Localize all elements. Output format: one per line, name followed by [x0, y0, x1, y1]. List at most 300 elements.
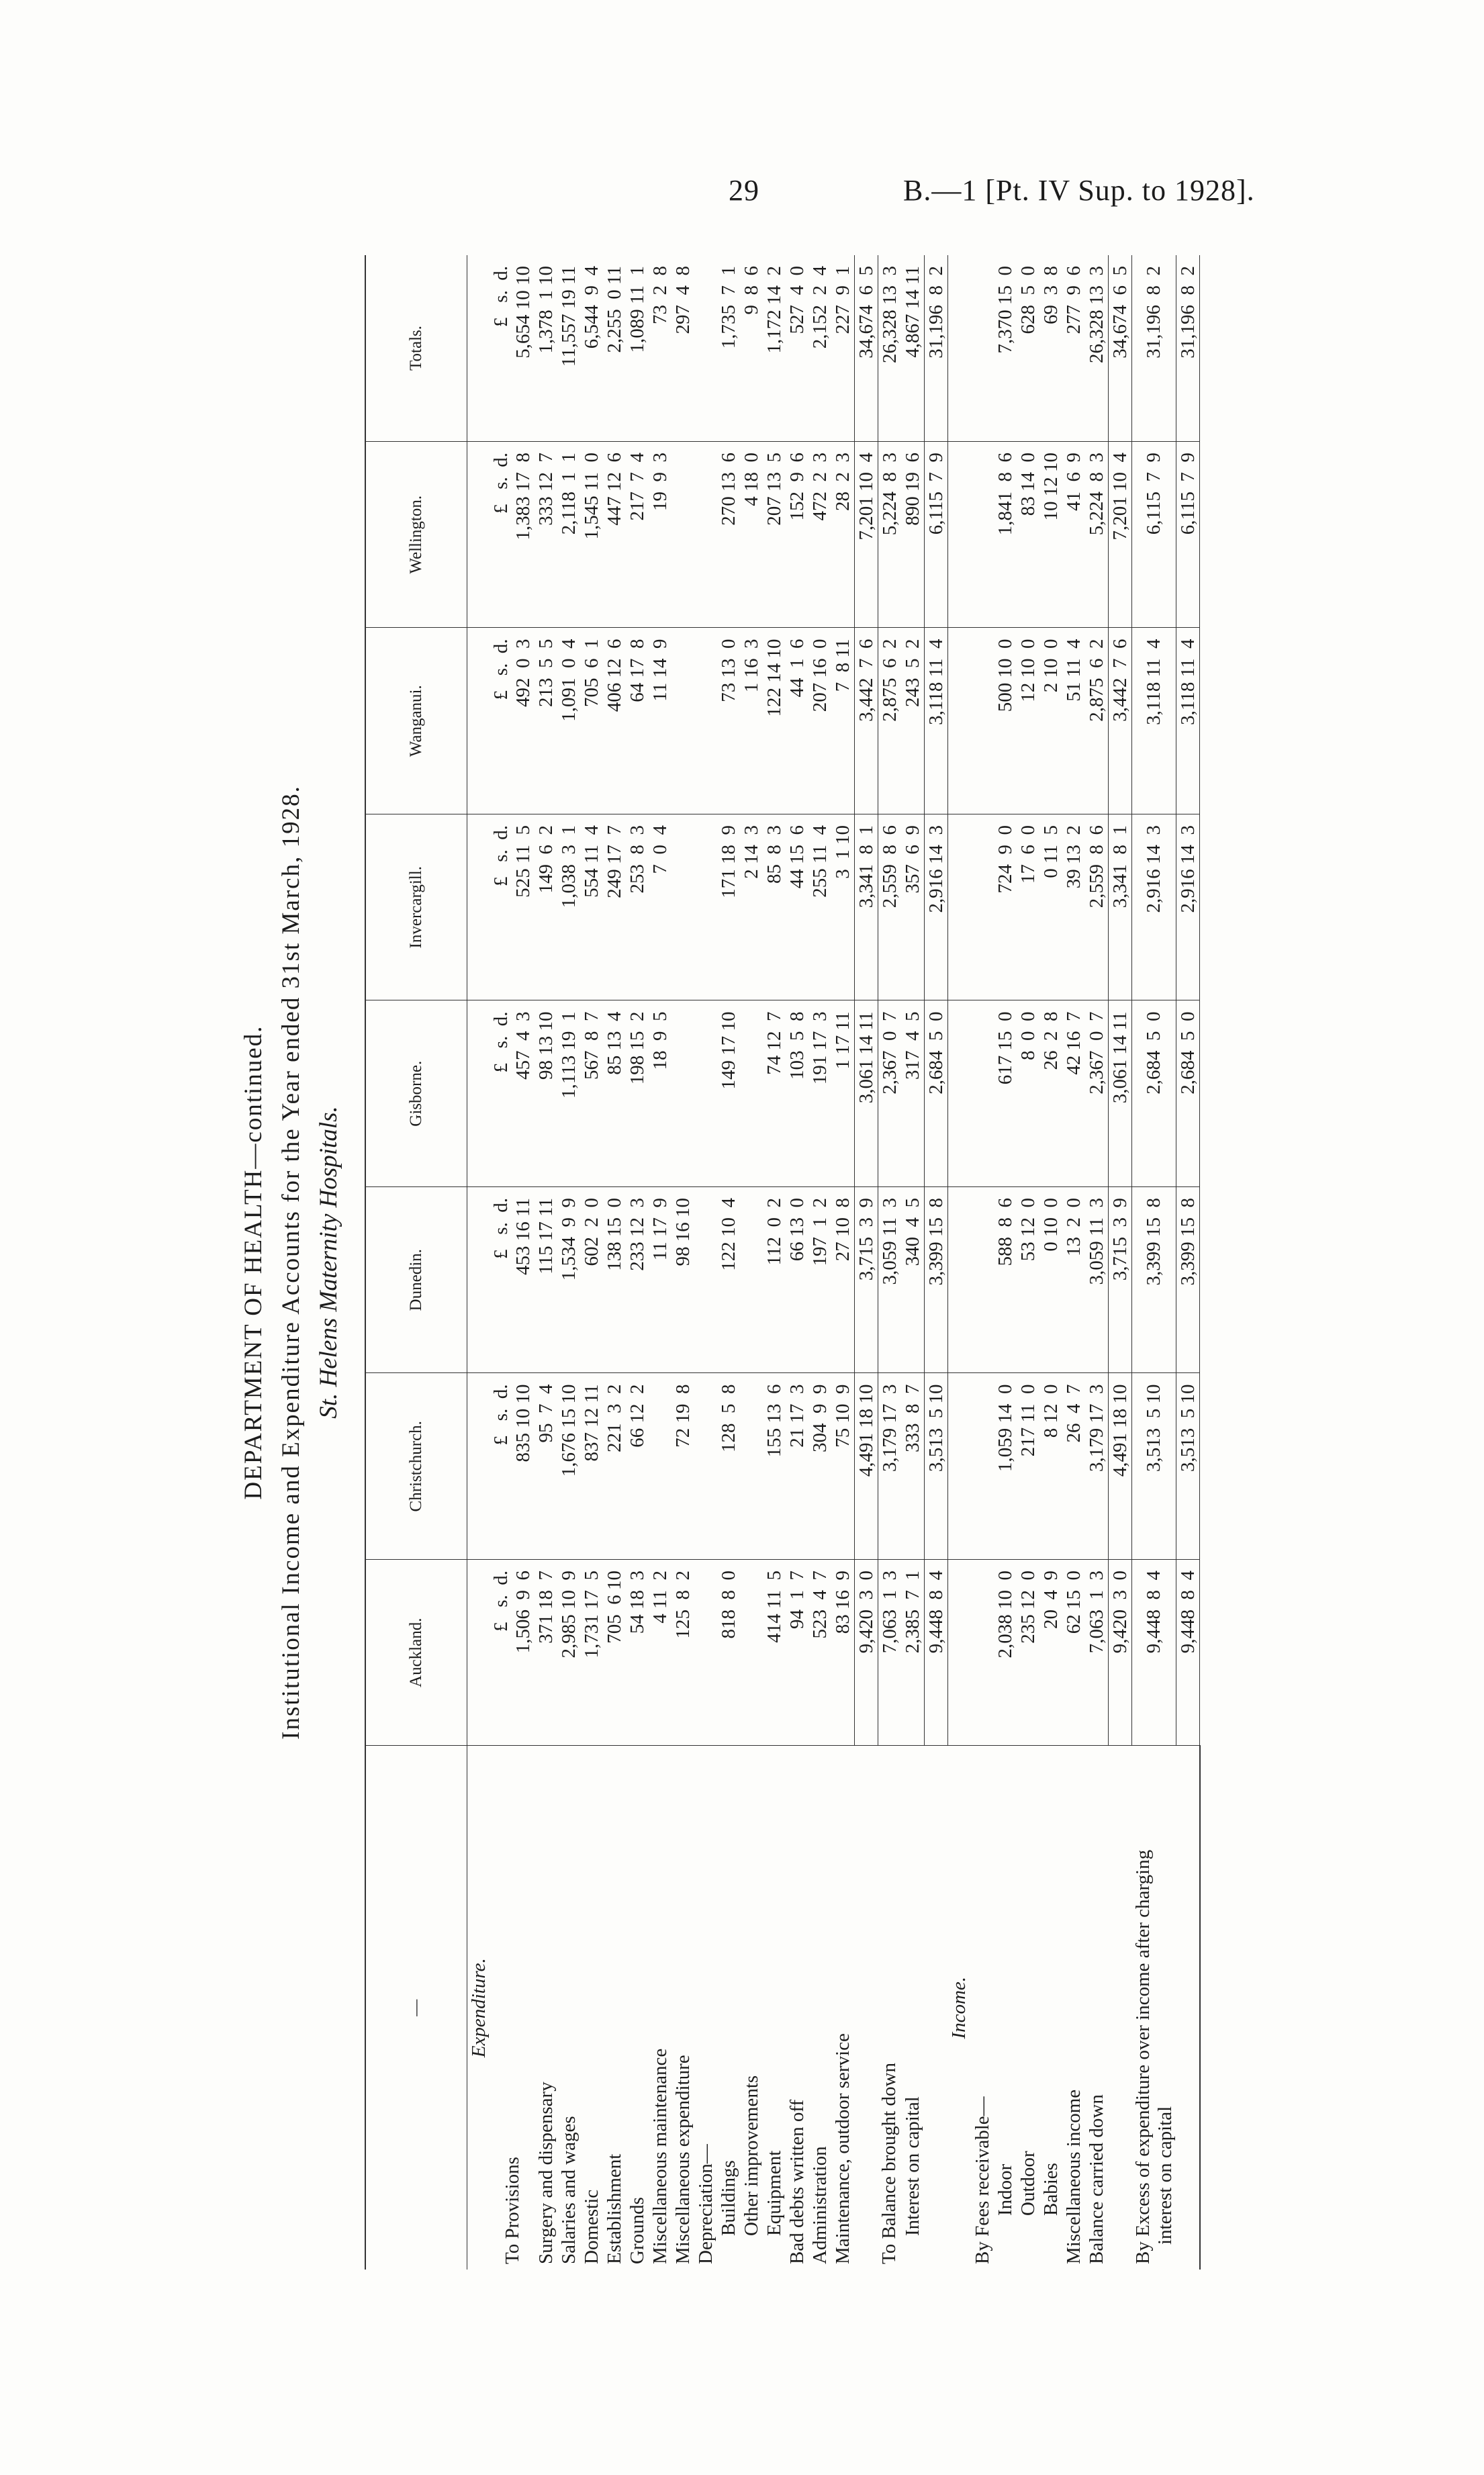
amount-cell: 6,115 7 9 [925, 442, 948, 628]
amount-cell: 1,113 19 1 [557, 1000, 580, 1187]
amount-cell: 9,420 3 0 [855, 1560, 878, 1746]
table-row [763, 255, 786, 2270]
amount-cell: 17 6 0 [1017, 814, 1039, 1001]
row-label: Interest on capital [901, 2096, 923, 2236]
amount-cell: 1,089 11 1 [626, 255, 649, 442]
column-header: Wellington. [365, 442, 467, 628]
amount-cell: 617 15 0 [994, 1000, 1017, 1187]
amount-cell: £ s. d. 453 16 11 [490, 1187, 535, 1374]
amount-cell: 44 15 6 [786, 814, 808, 1001]
column-header: Dunedin. [365, 1187, 467, 1374]
amount-cell [671, 628, 694, 814]
table-row [649, 255, 671, 2270]
amount-cell: 73 2 8 [649, 255, 671, 442]
amount-cell: 12 10 0 [1017, 628, 1039, 814]
amount-cell: 112 0 2 [763, 1187, 786, 1374]
amount-cell [740, 1187, 763, 1374]
amount-cell: 2,118 1 1 [557, 442, 580, 628]
amount-cell: 122 10 4 [717, 1187, 740, 1374]
amount-cell: 500 10 0 [994, 628, 1017, 814]
amount-cell: 3,061 14 11 [1109, 1000, 1132, 1187]
amount-cell: 155 13 6 [763, 1373, 786, 1560]
amount-cell [694, 1560, 717, 1746]
amount-cell: 3,118 11 4 [1132, 628, 1176, 814]
amount-cell: 554 11 4 [580, 814, 603, 1001]
amount-cell: 7,063 1 3 [1085, 1560, 1109, 1746]
amount-cell: 2,367 0 7 [878, 1000, 902, 1187]
amount-cell: 115 17 11 [535, 1187, 557, 1374]
amount-cell: 297 4 8 [671, 255, 694, 442]
amount-cell: 11 14 9 [649, 628, 671, 814]
amount-cell: 2,684 5 0 [925, 1000, 948, 1187]
amount-cell: 27 10 8 [831, 1187, 855, 1374]
table-row [1085, 255, 1109, 2270]
table-row [671, 255, 694, 2270]
row-label: Salaries and wages [557, 2116, 579, 2264]
amount-cell: 1 17 11 [831, 1000, 855, 1187]
amount-cell: 31,196 8 2 [1176, 255, 1200, 442]
amount-cell: 602 2 0 [580, 1187, 603, 1374]
table-row [1109, 255, 1132, 2270]
amount-cell [948, 814, 972, 1001]
amount-cell: 705 6 10 [603, 1560, 626, 1746]
row-label: Buildings [717, 2160, 739, 2236]
amount-cell: 235 12 0 [1017, 1560, 1039, 1746]
row-label: Other improvements [740, 2075, 762, 2236]
amount-cell: 0 11 5 [1039, 814, 1062, 1001]
amount-cell: 818 8 0 [717, 1560, 740, 1746]
amount-cell: 1,676 15 10 [557, 1373, 580, 1560]
row-label: Administration [808, 2146, 831, 2264]
amount-cell: 69 3 8 [1039, 255, 1062, 442]
amount-cell [740, 1373, 763, 1560]
amount-cell: 3,715 3 9 [855, 1187, 878, 1374]
amount-cell: 28 2 3 [831, 442, 855, 628]
amount-cell [948, 442, 972, 628]
amount-cell: 10 12 10 [1039, 442, 1062, 628]
amount-cell [467, 442, 491, 628]
amount-cell: 3,399 15 8 [925, 1187, 948, 1374]
amount-cell: 371 18 7 [535, 1560, 557, 1746]
table-body [467, 255, 1200, 2270]
amount-cell [740, 1000, 763, 1187]
amount-cell: 42 16 7 [1062, 1000, 1085, 1187]
amount-cell: 2,385 7 1 [901, 1560, 925, 1746]
amount-cell: 628 5 0 [1017, 255, 1039, 442]
amount-cell: 2,916 14 3 [925, 814, 948, 1001]
amount-cell [671, 442, 694, 628]
column-header: Invercargill. [365, 814, 467, 1001]
amount-cell: 83 16 9 [831, 1560, 855, 1746]
amount-cell: 1,091 0 4 [557, 628, 580, 814]
amount-cell: 1 16 3 [740, 628, 763, 814]
row-label: Bad debts written off [786, 2099, 808, 2264]
amount-cell: 122 14 10 [763, 628, 786, 814]
amount-cell [467, 1560, 491, 1746]
row-label: Surgery and dispensary [535, 2082, 557, 2264]
amount-cell: 2,916 14 3 [1132, 814, 1176, 1001]
row-label: Indoor [994, 2163, 1016, 2216]
amount-cell: 21 17 3 [786, 1373, 808, 1560]
amount-cell: 62 15 0 [1062, 1560, 1085, 1746]
row-label [855, 1746, 878, 2270]
amount-cell: 2,684 5 0 [1132, 1000, 1176, 1187]
amount-cell [694, 1187, 717, 1374]
amount-cell: 333 12 7 [535, 442, 557, 628]
amount-cell: 53 12 0 [1017, 1187, 1039, 1374]
amount-cell: 74 12 7 [763, 1000, 786, 1187]
amount-cell: 26 2 8 [1039, 1000, 1062, 1187]
amount-cell: 724 9 0 [994, 814, 1017, 1001]
amount-cell: 233 12 3 [626, 1187, 649, 1374]
amount-cell: 1,731 17 5 [580, 1560, 603, 1746]
amount-cell: 5,224 8 3 [1085, 442, 1109, 628]
column-header: Gisborne. [365, 1000, 467, 1187]
row-label: Grounds [626, 2197, 648, 2264]
amount-cell: 2,152 2 4 [808, 255, 831, 442]
table-row [694, 255, 717, 2270]
row-label: To Provisions [501, 2157, 523, 2264]
row-label: To Balance brought down [878, 2063, 900, 2264]
amount-cell: 6,115 7 9 [1132, 442, 1176, 628]
column-header: Christchurch. [365, 1373, 467, 1560]
amount-cell: 207 16 0 [808, 628, 831, 814]
amount-cell: 2,875 6 2 [1085, 628, 1109, 814]
amount-cell [467, 1000, 491, 1187]
amount-cell: 51 11 4 [1062, 628, 1085, 814]
row-label [925, 1746, 948, 2270]
document-reference: B.—1 [Pt. IV Sup. to 1928]. [903, 174, 1255, 207]
row-label: Miscellaneous maintenance [649, 2048, 671, 2264]
amount-cell: 4 18 0 [740, 442, 763, 628]
amount-cell: 3,715 3 9 [1109, 1187, 1132, 1374]
amount-cell: 6,544 9 4 [580, 255, 603, 442]
amount-cell [694, 442, 717, 628]
amount-cell [467, 255, 491, 442]
amount-cell: 4,867 14 11 [901, 255, 925, 442]
amount-cell: 1,735 7 1 [717, 255, 740, 442]
row-label [1109, 1746, 1132, 2270]
amount-cell: 98 16 10 [671, 1187, 694, 1374]
amount-cell: 9 8 6 [740, 255, 763, 442]
amount-cell: 3,118 11 4 [925, 628, 948, 814]
amount-cell [694, 814, 717, 1001]
table-row [1039, 255, 1062, 2270]
amount-cell: 6,115 7 9 [1176, 442, 1200, 628]
table-row [557, 255, 580, 2270]
table-row [603, 255, 626, 2270]
amount-cell: 34,674 6 5 [855, 255, 878, 442]
amount-cell [467, 628, 491, 814]
amount-cell: 103 5 8 [786, 1000, 808, 1187]
amount-cell: 217 11 0 [1017, 1373, 1039, 1560]
amount-cell: £ s. d. 492 0 3 [490, 628, 535, 814]
amount-cell: 13 2 0 [1062, 1187, 1085, 1374]
amount-cell: £ s. d. 835 10 10 [490, 1373, 535, 1560]
table-row [1132, 255, 1176, 2270]
amount-cell: 197 1 2 [808, 1187, 831, 1374]
column-header-row [365, 255, 467, 2270]
amount-cell: £ s. d. 5,654 10 10 [490, 255, 535, 442]
amount-cell [467, 814, 491, 1001]
amount-cell: 3,442 7 6 [855, 628, 878, 814]
column-header: Auckland. [365, 1560, 467, 1746]
amount-cell: 3,061 14 11 [855, 1000, 878, 1187]
row-label: Domestic [580, 2189, 602, 2264]
amount-cell: 523 4 7 [808, 1560, 831, 1746]
row-label: Depreciation— [694, 2144, 716, 2264]
amount-cell: 890 19 6 [901, 442, 925, 628]
row-label: By Excess of expenditure over income after charging interest on capital [1131, 1849, 1176, 2264]
amount-cell: 7,201 10 4 [1109, 442, 1132, 628]
amount-cell: 3,442 7 6 [1109, 628, 1132, 814]
amount-cell: 333 8 7 [901, 1373, 925, 1560]
amount-cell [948, 1187, 972, 1374]
amount-cell: 255 11 4 [808, 814, 831, 1001]
amount-cell: 191 17 3 [808, 1000, 831, 1187]
amount-cell [694, 628, 717, 814]
amount-cell: 304 9 9 [808, 1373, 831, 1560]
amount-cell: 3,341 8 1 [1109, 814, 1132, 1001]
amount-cell: 1,378 1 10 [535, 255, 557, 442]
row-label: Balance carried down [1085, 2094, 1107, 2264]
amount-cell: 149 6 2 [535, 814, 557, 1001]
table-row [467, 255, 491, 2270]
amount-cell [948, 1000, 972, 1187]
amount-cell: 26,328 13 3 [1085, 255, 1109, 442]
table-row [1017, 255, 1039, 2270]
table-row [535, 255, 557, 2270]
amount-cell: 2,255 0 11 [603, 255, 626, 442]
amount-cell: 4,491 18 10 [1109, 1373, 1132, 1560]
amount-cell: 3,059 11 3 [878, 1187, 902, 1374]
amount-cell [948, 628, 972, 814]
amount-cell: 73 13 0 [717, 628, 740, 814]
amount-cell: £ s. d. 1,383 17 8 [490, 442, 535, 628]
row-label: Maintenance, outdoor service [831, 2033, 853, 2264]
amount-cell: 54 18 3 [626, 1560, 649, 1746]
amount-cell [694, 1000, 717, 1187]
amount-cell: 277 9 6 [1062, 255, 1085, 442]
amount-cell: 4 11 2 [649, 1560, 671, 1746]
amount-cell: 414 11 5 [763, 1560, 786, 1746]
amount-cell: 138 15 0 [603, 1187, 626, 1374]
amount-cell: 3,513 5 10 [925, 1373, 948, 1560]
amount-cell: 7 8 11 [831, 628, 855, 814]
amount-cell: 7,063 1 3 [878, 1560, 902, 1746]
amount-cell: £ s. d. 1,506 9 6 [490, 1560, 535, 1746]
amount-cell: 217 7 4 [626, 442, 649, 628]
amount-cell [740, 1560, 763, 1746]
amount-cell: 837 12 11 [580, 1373, 603, 1560]
amount-cell: 2,916 14 3 [1176, 814, 1200, 1001]
amount-cell: 9,448 8 4 [1132, 1560, 1176, 1746]
row-label: By Fees receivable— [971, 2096, 993, 2264]
column-header: Wanganui. [365, 628, 467, 814]
amount-cell: 3,513 5 10 [1176, 1373, 1200, 1560]
amount-cell: 3,399 15 8 [1176, 1187, 1200, 1374]
title-block [235, 255, 348, 2270]
amount-cell: 41 6 9 [1062, 442, 1085, 628]
amount-cell: 7 0 4 [649, 814, 671, 1001]
row-label: Miscellaneous income [1062, 2089, 1084, 2264]
table-row [786, 255, 808, 2270]
amount-cell [971, 1373, 994, 1560]
amount-cell: 66 13 0 [786, 1187, 808, 1374]
amount-cell: 1,534 9 9 [557, 1187, 580, 1374]
amount-cell: 2,038 10 0 [994, 1560, 1017, 1746]
table-row [855, 255, 878, 2270]
amount-cell [467, 1373, 491, 1560]
table-row [1176, 255, 1200, 2270]
amount-cell: 85 8 3 [763, 814, 786, 1001]
amount-cell: 472 2 3 [808, 442, 831, 628]
amount-cell: 2 10 0 [1039, 628, 1062, 814]
amount-cell [467, 1187, 491, 1374]
amount-cell: 31,196 8 2 [1132, 255, 1176, 442]
amount-cell [971, 628, 994, 814]
amount-cell: 149 17 10 [717, 1000, 740, 1187]
amount-cell: 95 7 4 [535, 1373, 557, 1560]
amount-cell: 128 5 8 [717, 1373, 740, 1560]
amount-cell [971, 255, 994, 442]
amount-cell: 198 15 2 [626, 1000, 649, 1187]
amount-cell: 7,201 10 4 [855, 442, 878, 628]
amount-cell: 75 10 9 [831, 1373, 855, 1560]
amount-cell [694, 1373, 717, 1560]
column-header: — [365, 1746, 467, 2270]
amount-cell: 18 9 5 [649, 1000, 671, 1187]
amount-cell: 270 13 6 [717, 442, 740, 628]
amount-cell: 4,491 18 10 [855, 1373, 878, 1560]
amount-cell: 447 12 6 [603, 442, 626, 628]
department-title: DEPARTMENT OF HEALTH—continued. [240, 1025, 267, 1500]
row-label: Expenditure. [467, 1958, 490, 2058]
amount-cell: 7,370 15 0 [994, 255, 1017, 442]
amount-cell: 317 4 5 [901, 1000, 925, 1187]
amount-cell: 3,513 5 10 [1132, 1373, 1176, 1560]
table-row [878, 255, 902, 2270]
amount-cell: £ s. d. 457 4 3 [490, 1000, 535, 1187]
amount-cell [971, 1560, 994, 1746]
amount-cell: 171 18 9 [717, 814, 740, 1001]
amount-cell [694, 255, 717, 442]
amount-cell: 94 1 7 [786, 1560, 808, 1746]
amount-cell: 1,545 11 0 [580, 442, 603, 628]
amount-cell [948, 1560, 972, 1746]
amount-cell: 2,559 8 6 [1085, 814, 1109, 1001]
amount-cell [948, 255, 972, 442]
amount-cell: 85 13 4 [603, 1000, 626, 1187]
amount-cell [948, 1373, 972, 1560]
amount-cell: 9,448 8 4 [1176, 1560, 1200, 1746]
amount-cell: 3,059 11 3 [1085, 1187, 1109, 1374]
amount-cell: 72 19 8 [671, 1373, 694, 1560]
rotated-table-area [235, 255, 1249, 2270]
amount-cell: 588 8 6 [994, 1187, 1017, 1374]
table-row [925, 255, 948, 2270]
amount-cell: 0 10 0 [1039, 1187, 1062, 1374]
amount-cell: 20 4 9 [1039, 1560, 1062, 1746]
amount-cell [971, 814, 994, 1001]
amount-cell: 705 6 1 [580, 628, 603, 814]
row-label: Outdoor [1017, 2151, 1039, 2216]
amount-cell: 2,367 0 7 [1085, 1000, 1109, 1187]
amount-cell: £ s. d. 525 11 5 [490, 814, 535, 1001]
amount-cell: 26 4 7 [1062, 1373, 1085, 1560]
amount-cell: 567 8 7 [580, 1000, 603, 1187]
amount-cell: 3,118 11 4 [1176, 628, 1200, 814]
table-row [901, 255, 925, 2270]
row-label: Establishment [603, 2153, 625, 2264]
row-label [1176, 1746, 1200, 2270]
row-label: Miscellaneous expenditure [671, 2055, 694, 2264]
row-label: Equipment [763, 2150, 785, 2236]
amount-cell: 207 13 5 [763, 442, 786, 628]
amount-cell [971, 1187, 994, 1374]
amount-cell [671, 814, 694, 1001]
amount-cell: 2,875 6 2 [878, 628, 902, 814]
amount-cell: 152 9 6 [786, 442, 808, 628]
amount-cell: 3,179 17 3 [1085, 1373, 1109, 1560]
amount-cell: 11 17 9 [649, 1187, 671, 1374]
table-row [717, 255, 740, 2270]
amount-cell: 213 5 5 [535, 628, 557, 814]
column-header: Totals. [365, 255, 467, 442]
amount-cell: 8 12 0 [1039, 1373, 1062, 1560]
amount-cell: 2 14 3 [740, 814, 763, 1001]
amount-cell: 340 4 5 [901, 1187, 925, 1374]
amount-cell: 227 9 1 [831, 255, 855, 442]
amount-cell: 3,399 15 8 [1132, 1187, 1176, 1374]
amount-cell: 243 5 2 [901, 628, 925, 814]
amount-cell: 44 1 6 [786, 628, 808, 814]
table-row [580, 255, 603, 2270]
institution-title: St. Helens Maternity Hospitals. [315, 1106, 342, 1419]
amount-cell: 5,224 8 3 [878, 442, 902, 628]
amount-cell: 3 1 10 [831, 814, 855, 1001]
amount-cell: 26,328 13 3 [878, 255, 902, 442]
amount-cell: 8 0 0 [1017, 1000, 1039, 1187]
amount-cell: 221 3 2 [603, 1373, 626, 1560]
table-row [626, 255, 649, 2270]
row-label: Income. [948, 1976, 970, 2039]
table-row [1062, 255, 1085, 2270]
amount-cell: 1,059 14 0 [994, 1373, 1017, 1560]
amount-cell: 9,420 3 0 [1109, 1560, 1132, 1746]
amount-cell: 253 8 3 [626, 814, 649, 1001]
amount-cell: 64 17 8 [626, 628, 649, 814]
amount-cell: 31,196 8 2 [925, 255, 948, 442]
amount-cell [671, 1000, 694, 1187]
amount-cell [649, 1373, 671, 1560]
table-row [948, 255, 972, 2270]
table-row [831, 255, 855, 2270]
amount-cell: 125 8 2 [671, 1560, 694, 1746]
table-row [740, 255, 763, 2270]
amount-cell: 19 9 3 [649, 442, 671, 628]
accounts-table [365, 255, 1201, 2270]
amount-cell: 2,684 5 0 [1176, 1000, 1200, 1187]
amount-cell: 2,559 8 6 [878, 814, 902, 1001]
statement-title: Institutional Income and Expenditure Accounts for the Year ended 31st March, 1928. [277, 785, 305, 1740]
amount-cell [971, 442, 994, 628]
row-label: Babies [1039, 2163, 1062, 2216]
amount-cell [971, 1000, 994, 1187]
amount-cell: 34,674 6 5 [1109, 255, 1132, 442]
amount-cell: 527 4 0 [786, 255, 808, 442]
amount-cell: 3,341 8 1 [855, 814, 878, 1001]
